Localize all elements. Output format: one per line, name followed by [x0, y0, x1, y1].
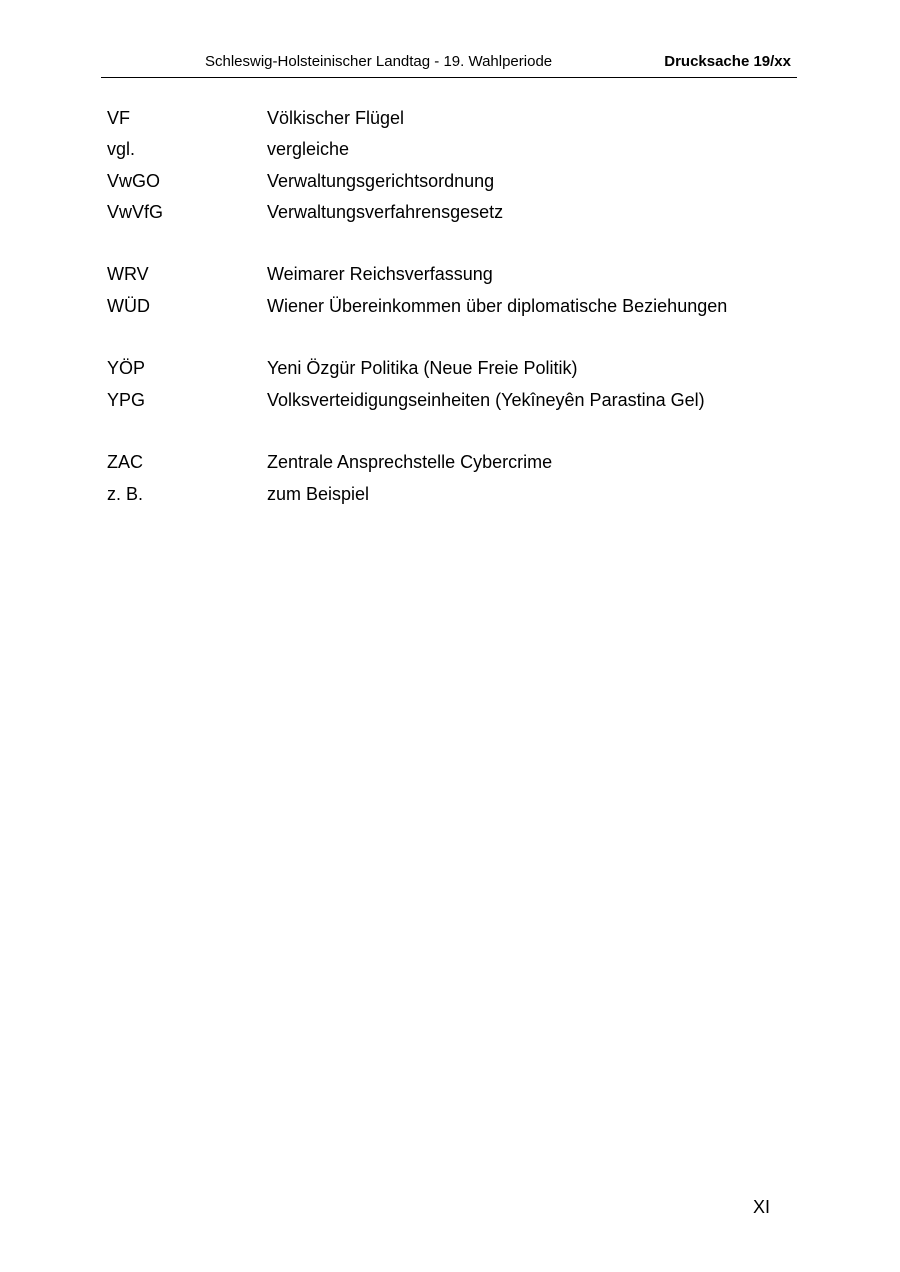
abbreviation-meaning: Weimarer Reichsverfassung: [267, 264, 493, 285]
abbreviation-term: YPG: [107, 389, 146, 410]
page-header: [101, 50, 797, 78]
abbreviation-row: [107, 356, 797, 387]
abbreviation-meaning: vergleiche: [267, 139, 350, 160]
abbreviation-meaning: Verwaltungsverfahrensgesetz: [267, 201, 504, 222]
abbreviation-term: VwGO: [107, 170, 161, 191]
abbreviation-meaning: Yeni Özgür Politika (Neue Freie Politik): [267, 358, 578, 379]
abbreviation-row: [107, 137, 797, 168]
abbreviation-term: ZAC: [107, 452, 143, 473]
abbreviation-row: [107, 388, 797, 419]
abbreviation-row: [107, 262, 797, 293]
abbreviation-row: [107, 294, 797, 325]
abbreviation-list: [107, 106, 797, 513]
document-number: Drucksache 19/xx: [664, 53, 791, 70]
abbreviation-row: [107, 169, 797, 200]
abbreviation-meaning: Verwaltungsgerichtsordnung: [267, 170, 495, 191]
abbreviation-term: WRV: [107, 264, 149, 285]
abbreviation-term: z. B.: [107, 483, 144, 504]
abbreviation-meaning: Wiener Übereinkommen über diplomatische Beziehungen: [267, 295, 728, 316]
abbreviation-term: YÖP: [107, 358, 146, 379]
abbreviation-row: [107, 200, 797, 231]
abbreviation-term: VwVfG: [107, 201, 164, 222]
abbreviation-meaning: Volksverteidigungseinheiten (Yekîneyên Parastina Gel): [267, 389, 705, 410]
abbreviation-row: [107, 482, 797, 513]
abbreviation-term: vgl.: [107, 139, 136, 160]
abbreviation-meaning: Völkischer Flügel: [267, 108, 405, 128]
abbreviation-term: WÜD: [107, 295, 150, 316]
abbreviation-meaning: zum Beispiel: [267, 483, 370, 504]
page-number: XI: [753, 1197, 771, 1217]
abbreviation-row: [107, 450, 797, 481]
abbreviation-row: [107, 106, 797, 137]
header-title: Schleswig-Holsteinischer Landtag - 19. Wahlperiode: [205, 53, 553, 70]
abbreviation-meaning: Zentrale Ansprechstelle Cybercrime: [267, 452, 553, 473]
abbreviation-term: VF: [107, 108, 131, 128]
